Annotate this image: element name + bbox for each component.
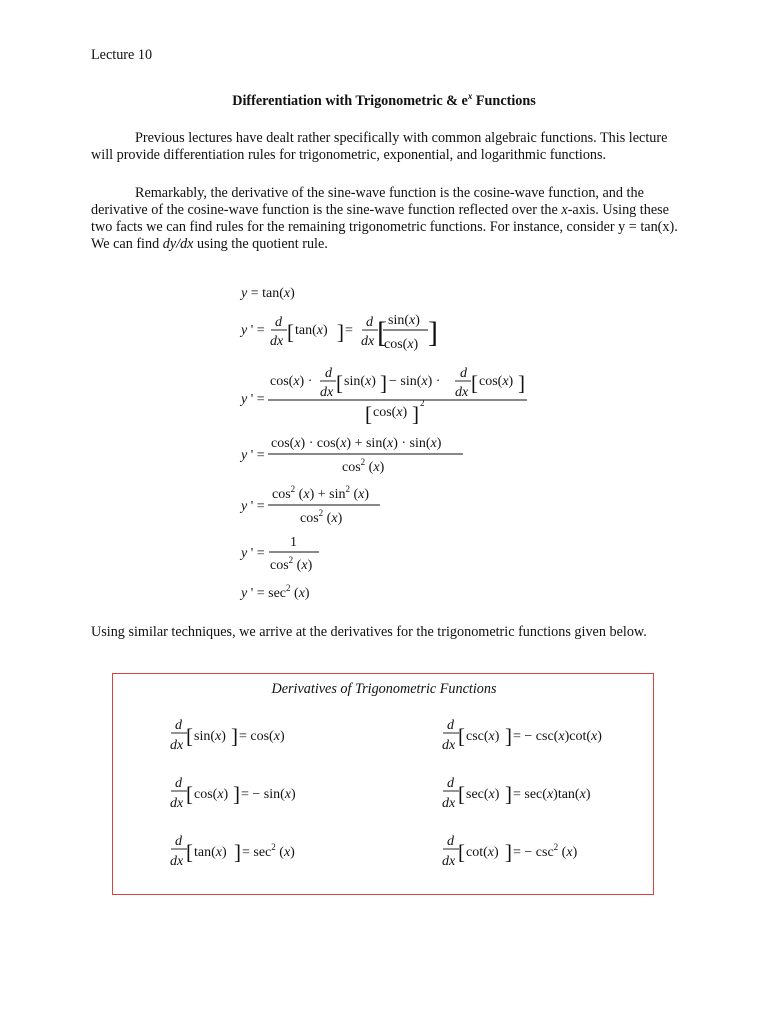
svg-text:[: [ xyxy=(186,724,193,748)
svg-text:[: [ xyxy=(287,320,294,344)
svg-text:cos(x): cos(x) xyxy=(194,787,229,802)
svg-text:cos2 (x) + sin2 (x): $\cos^2 (x) + \sin^2 (x)$ xyxy=(272,484,370,502)
svg-text:tan(x): tan(x) xyxy=(295,323,328,338)
svg-text:y ' =: y ' = xyxy=(241,499,265,514)
svg-text:[: [ xyxy=(458,724,465,748)
svg-text:sin(x): sin(x) xyxy=(194,729,226,744)
svg-text:csc(x): csc(x) xyxy=(466,729,500,744)
svg-text:sin(x): sin(x) xyxy=(388,313,420,328)
svg-text:=: = xyxy=(345,323,353,338)
svg-text:y ' =: y ' = xyxy=(241,392,265,407)
svg-text:cos(x): cos(x) xyxy=(479,374,514,389)
title-superscript: x xyxy=(467,91,473,101)
svg-text:cos(x) ·: cos(x) · xyxy=(270,374,313,389)
svg-text:d: d xyxy=(366,315,373,330)
svg-text:[: [ xyxy=(186,782,193,806)
svg-text:dx: dx xyxy=(361,334,375,349)
formula-tan xyxy=(170,834,295,869)
svg-text:]: ] xyxy=(231,724,238,748)
svg-text:dx: dx xyxy=(442,796,456,811)
svg-text:]: ] xyxy=(428,316,438,349)
svg-text:]: ] xyxy=(234,840,241,864)
svg-text:]: ] xyxy=(233,782,240,806)
svg-text:tan(x): tan(x) xyxy=(194,845,227,860)
svg-text:cos(x): cos(x) xyxy=(373,405,408,420)
paragraph-2-axis: x xyxy=(561,202,568,218)
svg-text:= − sin(x): = − sin(x) xyxy=(241,787,296,802)
paragraph-2-text-d: using the quotient rule. xyxy=(193,236,328,252)
svg-text:y ' =: y ' = xyxy=(241,546,265,561)
svg-text:dx: dx xyxy=(270,334,284,349)
svg-text:]: ] xyxy=(380,371,387,395)
svg-text:y ' =: y ' = xyxy=(241,448,265,463)
svg-text:dx: dx xyxy=(320,385,334,400)
svg-text:[: [ xyxy=(458,840,465,864)
svg-text:= − csc2 (x): = − $\csc^2 (x)$ xyxy=(513,842,578,860)
svg-text:cos2 (x): $\cos^2 (x)$ xyxy=(300,508,343,526)
svg-text:d: d xyxy=(447,834,454,849)
svg-text:[: [ xyxy=(377,316,387,349)
svg-text:[: [ xyxy=(471,371,478,395)
svg-text:dx: dx xyxy=(442,854,456,869)
svg-text:d: d xyxy=(175,834,182,849)
svg-text:dx: dx xyxy=(455,385,469,400)
paragraph-2-text-b: -axis. Using these two facts we can find rules for the remaining trigonometric functions. For instance, consider xyxy=(91,202,669,235)
formula-sin xyxy=(170,718,285,753)
svg-text:1: 1 xyxy=(290,535,297,550)
svg-text:d: d xyxy=(447,718,454,733)
svg-text:[: [ xyxy=(458,782,465,806)
svg-text:cos2 (x): $\cos^2 (x)$ xyxy=(342,457,385,475)
svg-text:= sec(x)tan(x): = sec(x)tan(x) xyxy=(513,787,591,802)
svg-text:[: [ xyxy=(365,402,372,426)
title-suffix: Functions xyxy=(472,93,536,109)
svg-text:d: d xyxy=(325,366,332,381)
svg-text:sin(x): sin(x) xyxy=(344,374,376,389)
svg-text:= sec2 (x): = $\sec^2 (x)$ xyxy=(242,842,295,860)
derivatives-box-title: Derivatives of Trigonometric Functions xyxy=(271,681,497,697)
svg-text:2: 2 xyxy=(420,398,425,408)
paragraph-2-dydx: dy/dx xyxy=(162,236,194,252)
title-main: Differentiation with Trigonometric & e xyxy=(232,93,468,109)
svg-text:dx: dx xyxy=(442,738,456,753)
svg-text:dx: dx xyxy=(170,738,184,753)
svg-text:sec(x): sec(x) xyxy=(466,787,500,802)
paragraph-2-text-c: . We can find xyxy=(91,219,678,252)
similar-techniques-paragraph: Using similar techniques, we arrive at the derivatives for the trigonometric functions given below. xyxy=(91,624,647,640)
svg-text:]: ] xyxy=(518,371,525,395)
svg-text:dx: dx xyxy=(170,796,184,811)
svg-text:d: d xyxy=(460,366,467,381)
svg-text:]: ] xyxy=(505,782,512,806)
paragraph-2-inline-equation: y = tan(x) xyxy=(618,219,675,235)
svg-text:cos(x) · cos(x) + sin(x) · sin: cos(x) · cos(x) + sin(x) · sin(x) xyxy=(271,436,442,451)
svg-text:dx: dx xyxy=(170,854,184,869)
svg-text:cos2 (x): $\cos^2 (x)$ xyxy=(270,555,313,573)
svg-text:y ' =: y ' = xyxy=(241,323,265,338)
svg-text:= − csc(x)cot(x): = − csc(x)cot(x) xyxy=(513,729,602,744)
svg-text:]: ] xyxy=(505,840,512,864)
svg-text:y ' = sec2 (x): y ' = $\sec^2 (x)$ xyxy=(241,583,310,601)
lecture-label: Lecture 10 xyxy=(91,47,153,63)
svg-text:d: d xyxy=(175,718,182,733)
formula-csc xyxy=(442,718,602,753)
svg-text:d: d xyxy=(447,776,454,791)
svg-text:[: [ xyxy=(186,840,193,864)
svg-text:d: d xyxy=(175,776,182,791)
svg-text:d: d xyxy=(275,315,282,330)
formula-cos xyxy=(170,776,296,811)
svg-text:]: ] xyxy=(505,724,512,748)
svg-text:y = tan(x): y = tan(x) xyxy=(241,286,295,301)
svg-text:cot(x): cot(x) xyxy=(466,845,499,860)
svg-text:]: ] xyxy=(412,402,419,426)
formula-cot xyxy=(442,834,578,869)
formula-sec xyxy=(442,776,591,811)
svg-text:= cos(x): = cos(x) xyxy=(239,729,285,744)
svg-text:− sin(x) ·: − sin(x) · xyxy=(389,374,441,389)
paragraph-1-text: Previous lectures have dealt rather specifically with common algebraic functions. This lecture will provide differentiation rules for trigonometric, exponential, and logarithmic functions. xyxy=(91,130,668,163)
paragraph-2-text-a: Remarkably, the derivative of the sine-wave function is the cosine-wave function, and the derivative of the cosine-wave function is the sine-wave function reflected over the xyxy=(91,185,644,218)
svg-text:cos(x): cos(x) xyxy=(384,337,419,352)
svg-text:[: [ xyxy=(336,371,343,395)
svg-text:]: ] xyxy=(337,320,344,344)
